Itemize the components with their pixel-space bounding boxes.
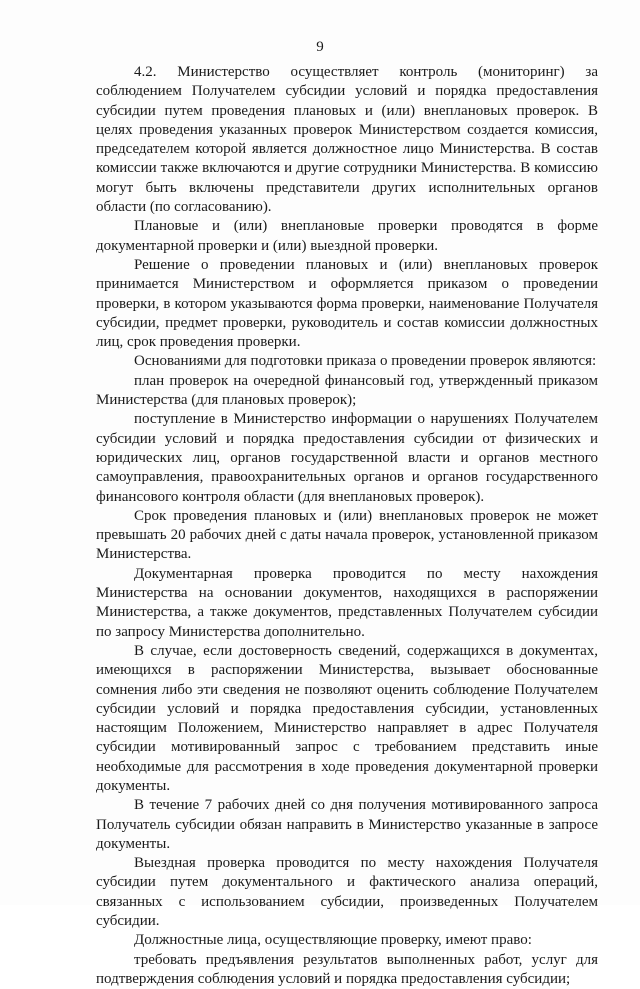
paragraph-officials-rights: Должностные лица, осуществляющие проверку, имеют право: — [134, 932, 532, 949]
document-body — [96, 63, 598, 989]
paragraph-ground-plan: план проверок на очередной финансовый год, утвержденный приказом Министерства (для плановых проверок); — [96, 372, 598, 409]
paragraph-inspection-decision: Решение о проведении плановых и (или) внеплановых проверок принимается Министерством и оформляется приказом о проведении проверки, в котором указываются форма проверки, наименование Получателя субсидии, предмет проверки, руководитель и состав комиссии должностных лиц, срок проведения проверки. — [96, 256, 598, 351]
paragraph-ground-information: поступление в Министерство информации о нарушениях Получателем субсидии условий и порядка предоставления субсидии от физических и юридических лиц, органов государственной власти и органов местного самоуправления, правоохранительных органов и органов государственного финансового контроля области (для внеплановых проверок). — [96, 411, 598, 505]
paragraph-grounds-intro: Основаниями для подготовки приказа о проведении проверок являются: — [134, 353, 597, 370]
paragraph-right-require-results: требовать предъявления результатов выполненных работ, услуг для подтверждения соблюдения условий и порядка предоставления субсидии; — [96, 951, 598, 987]
paragraph-inspection-duration: Срок проведения плановых и (или) внеплановых проверок не может превышать 20 рабочих дней с даты начала проверок, установленной приказом Министерства. — [96, 507, 598, 563]
paragraph-documentary-inspection: Документарная проверка проводится по месту нахождения Министерства на основании документов, находящихся в распоряжении Министерства, а также документов, представленных Получателем субсидии по запросу Министерства дополнительно. — [96, 565, 598, 640]
paragraph-request-deadline: В течение 7 рабочих дней со дня получения мотивированного запроса Получатель субсидии обязан направить в Министерство указанные в запросе документы. — [96, 797, 598, 852]
page-number: 9 — [316, 39, 324, 55]
paragraph-field-inspection: Выездная проверка проводится по месту нахождения Получателя субсидии путем документального и фактического анализа операций, связанных с использованием субсидии, произведенных Получателем субсидии. — [96, 855, 598, 930]
paragraph-4-2-control: 4.2. Министерство осуществляет контроль (мониторинг) за соблюдением Получателем субсидии условий и порядка предоставления субсидии путем проведения плановых и (или) внеплановых проверок. В целях проведения указанных проверок Министерством создается комиссия, председателем которой является должностное лицо Министерства. В состав комиссии также включаются и другие сотрудники Министерства. В комиссию могут быть включены представители других исполнительных органов области (по согласованию). — [96, 64, 598, 216]
paragraph-inspection-forms: Плановые и (или) внеплановые проверки проводятся в форме документарной проверки и (или) выездной проверки. — [96, 218, 598, 254]
paragraph-reasoned-request: В случае, если достоверность сведений, содержащихся в документах, имеющихся в распоряжении Министерства, вызывает обоснованные сомнения либо эти сведения не позволяют оценить соблюдение Получателем субсидии условий и порядка предоставления субсидии, установленных настоящим Положением, Министерство направляет в адрес Получателя субсидии мотивированный запрос с требованием представить иные необходимые для рассмотрения в ходе проведения документарной проверки документы. — [96, 642, 598, 794]
